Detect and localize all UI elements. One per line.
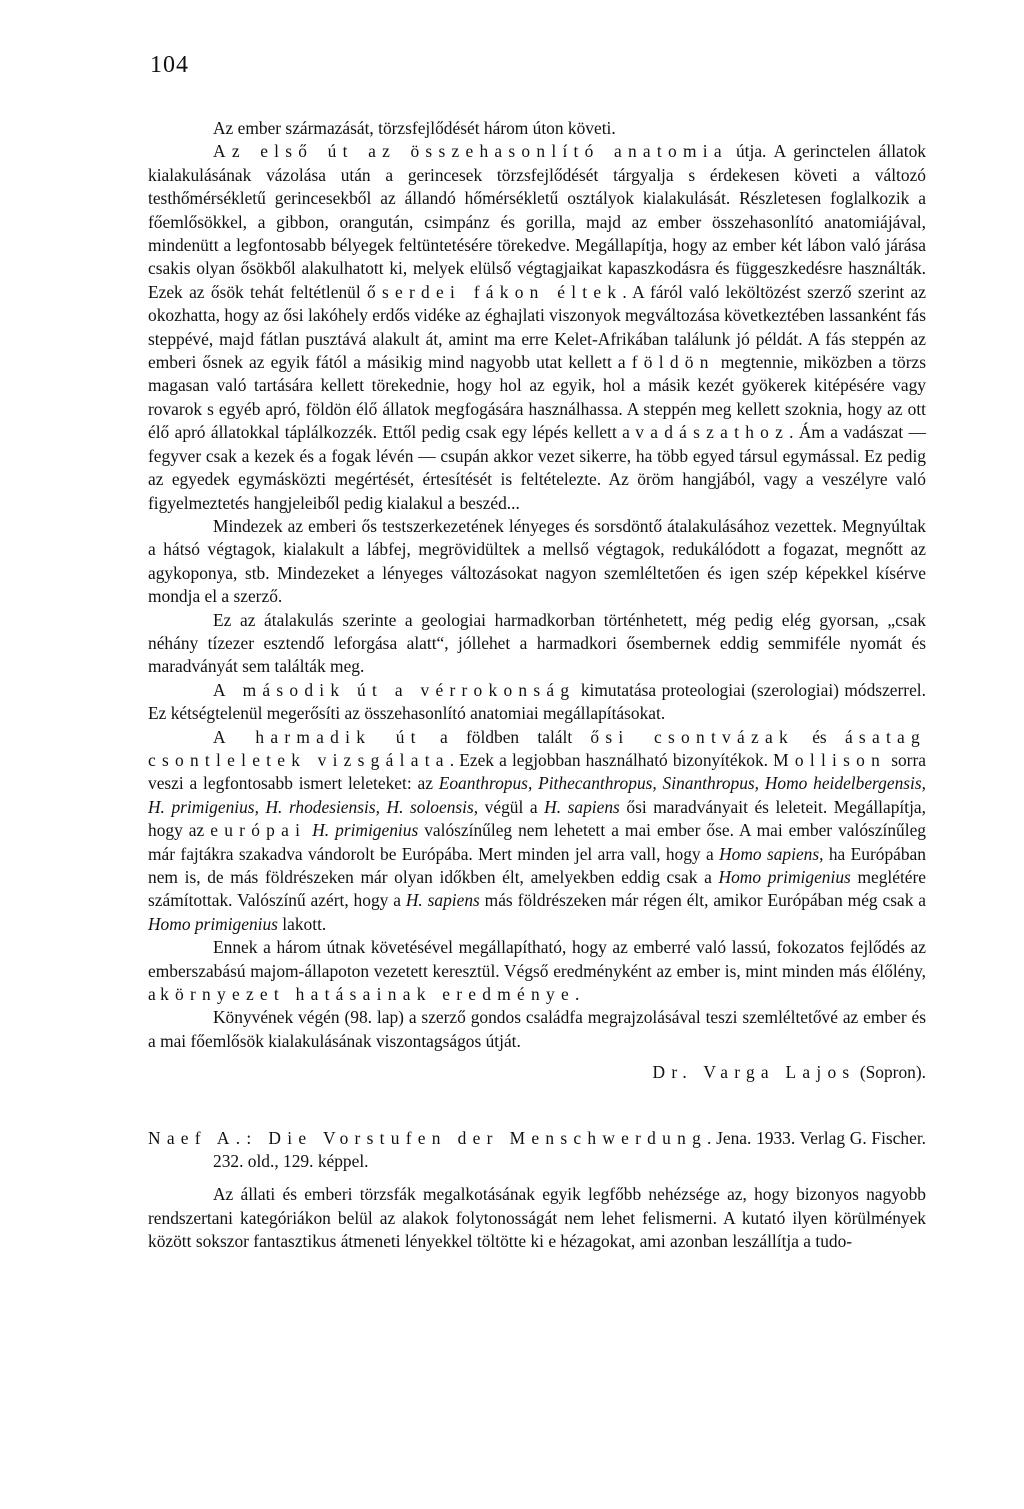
paragraph-third-path [148,726,926,937]
spaced-emphasis: ősi csontvázak [590,726,794,747]
spaced-emphasis: ásatag csontleletek vizsgálata [148,726,926,770]
review-signature [148,1061,926,1084]
text-run: . Jena. 1933. Verlag G. Fischer. 232. old., 129. képpel. [213,1127,926,1172]
text-run: más földrészeken már régen élt, amikor Európában még csak a [479,890,926,911]
book-citation [148,1127,926,1174]
text-run: meglétére számítottak. Valószínű azért, hogy a [148,867,926,911]
italic-term: H. sapiens [544,796,620,817]
text-run: és [793,726,845,747]
paragraph-tertiary [148,609,926,679]
paragraph-first-path [148,140,926,515]
text-run: útja. A gerinctelen állatok kialakulásának vázolása után a gerincesek törzsfejlődését tárgyalja s érdekesen követi a változó testhőmérsékletű gerincesekből az állandó hőmérsékletű osztályok kialakulását. Részletesen foglalkozik a főemlősökkel, a gibbon, orangután, csimpánz és gorilla, majd az ember összehasonlító anatomiájával, mindenütt a legfontosabb bélyegek feltüntetésére törekedve. Megállapítja, hogy az ember két lábon való járása csakis olyan ősökből alakulhatott ki, melyek elülső végtagjaikat kapaszkodásra és függeszkedésre használták. Ezek az ősök tehát feltétlenül [148,141,926,302]
text-run: Mindezek az emberi ős testszerkezetének lényeges és sorsdöntő átalakulásához vezettek. Megnyúltak a hátsó végtagok, kialakult a lábfej, megrövidültek a mellső végtagok, redukálódott a fogazat, megnőtt az agykoponya, stb. Mindezeket a lényeges változásokat nagyon szemléltetően és igen szép képekkel kísérve mondja el a szerző. [148,515,926,607]
text-run: (Sopron). [855,1062,926,1083]
spaced-emphasis: vadászathoz [635,422,790,443]
italic-term: Homo primigenius [148,913,278,934]
italic-term: Eoanthropus, Pithecanthropus, Sinanthropus, Homo heidelbergensis, H. primigenius, H. rhodesiensis, H. soloensis, [148,773,926,817]
spaced-emphasis: európai [210,820,307,841]
paragraph-naef-review [148,1183,926,1253]
text-run: . A fáról való leköltözést szerző szerint az okozhatta, hogy az ősi lakóhely erdős vidéke az éghajlati viszonyok megváltozása következtében lassanként fás steppévé, majd fátlan pusztává alakult át, amint ma erre Kelet-Afrikában találunk jó példát. A fás steppén az emberi ősnek az egyik fától a másikig mind nagyobb utat kellett a [148,281,926,373]
text-run: megtennie, miközben a törzs magasan való tartására kellett törekednie, hogy hol az egyik, hol a másik kezét gyökerek kitépésére vagy rovarok s egyéb apró, földön élő állatok megfogására használhassa. A steppén meg kellett szoknia, hogy az ott élő apró állatokkal táplálkozzék. Ettől pedig csak egy lépés kellett a [148,352,926,443]
text-run: . Ám a vadászat — fegyver csak a kezek és a fogak lévén — csupán akkor vezet sikerre, ha több egyed társul egymással. Ez pedig az egyedek egymásközti megértését, értesítését is feltételezte. Az öröm hangjából, vagy a veszélyre való figyelmeztetés hangjeleiből pedig kialakul a beszéd... [148,422,926,513]
spaced-emphasis: Az első út az összehasonlító anatomia [213,141,728,162]
text-run: valószínűleg nem lehetett a mai ember őse. A mai ember valószínűleg már fajtákra szakadva vándorolt be Európába. Mert minden jel arra vall, hogy a [148,820,926,864]
text-run: ha Európában nem is, de más földrészeken már olyan időkben élt, amelyekben eddig csak a [148,843,926,887]
italic-term: H. primigenius [312,820,419,841]
spaced-emphasis: Dr. Varga Lajos [652,1062,856,1083]
text-run: lakott. [277,913,327,934]
text-run: Az ember származását, törzsfejlődését három úton követi. [213,118,616,138]
text-run: ősi maradványait és leleteit. Megállapítja, hogy az [148,796,926,841]
spaced-emphasis: őserdei fákon éltek [367,281,623,302]
text-run: a földben talált [421,726,591,747]
text-run: Ennek a három útnak követésével megállapítható, hogy az emberré való lassú, fokozatos fejlődés az emberszabású majom-állapoton vezetett keresztül. Végső eredményként az ember is, mint minden más élőlény, a [148,937,926,1005]
spaced-emphasis: földön [631,352,715,373]
italic-term: Homo sapiens, [719,843,824,864]
spaced-emphasis: A második út a vérrokonság [213,679,576,700]
italic-term: H. sapiens [405,890,480,911]
paragraph-family-tree [148,1006,926,1053]
article-body [148,117,926,1254]
text-run: kimutatása proteologiai (szerologiai) módszerrel. Ez kétségtelenül megerősíti az összehasonlító anatomiai megállapításokat. [148,679,926,724]
paragraph-conclusion [148,936,926,1006]
italic-term: Homo primigenius [718,867,851,887]
paragraph-second-path [148,679,926,726]
paragraph-intro [148,117,926,140]
spaced-emphasis: Naef A.: [148,1127,269,1148]
spaced-emphasis: Mollison [773,749,887,770]
text-run: . [574,984,580,1005]
text-run: végül a [478,796,545,817]
text-run: Könyvének végén (98. lap) a szerző gondos családfa megrajzolásával teszi szemléltetővé az ember és a mai főemlősök kialakulásának viszontagságos útját. [148,1007,926,1051]
spaced-emphasis: Die Vorstufen der Menschwerdung [268,1127,708,1148]
text-run: . Ezek a legjobban használható bizonyítékok. [449,749,774,770]
spaced-emphasis: környezet hatásainak eredménye [160,984,575,1005]
spaced-emphasis: A harmadik út [213,726,422,747]
page-number: 104 [150,52,189,78]
text-run: Ez az átalakulás szerinte a geologiai harmadkorban történhetett, még pedig elég gyorsan, „csak néhány tízezer esztendő leforgása alatt“, jóllehet a harmadkori ősembernek eddig semmiféle nyomát és maradványát sem találták meg. [148,609,926,677]
text-run: Az állati és emberi törzsfák megalkotásának egyik legfőbb nehézsége az, hogy bizonyos nagyobb rendszertani kategóriákon belül az alakok folytonosságát nem lehet felismerni. A kutató ilyen körülmények között sokszor fantasztikus átmeneti lényekkel töltötte ki e hézagokat, ami azonban leszállítja a tudo- [148,1184,926,1252]
text-run: sorra veszi a legfontosabb ismert leleteket: az [148,749,926,794]
paragraph-consequences [148,515,926,609]
